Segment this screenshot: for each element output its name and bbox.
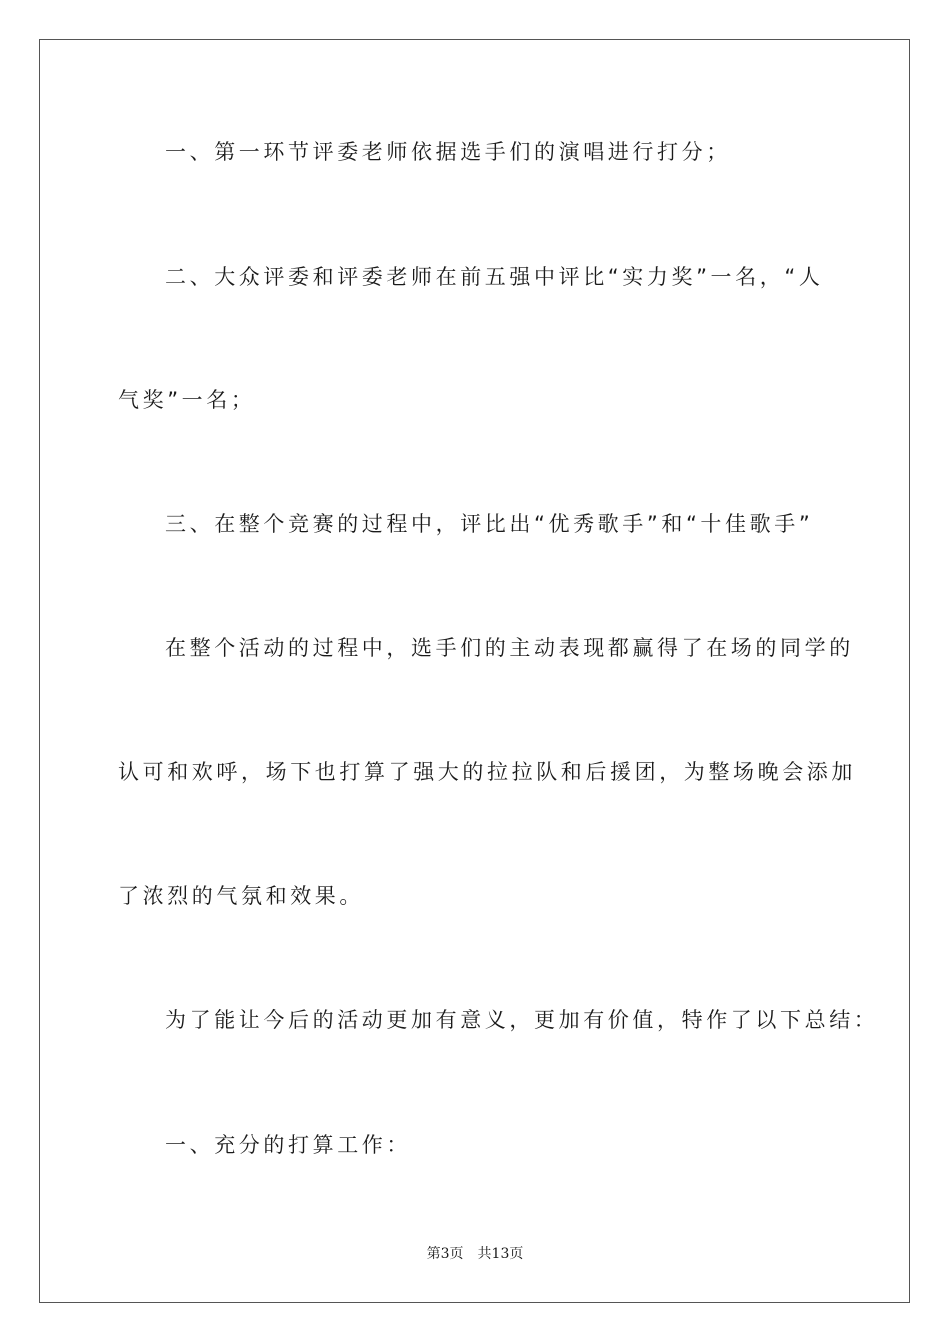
paragraph-line: 在整个活动的过程中，选手们的主动表现都赢得了在场的同学的 bbox=[165, 636, 854, 660]
paragraph-line: 三、在整个竞赛的过程中，评比出“优秀歌手”和“十佳歌手” bbox=[165, 512, 814, 536]
page-footer bbox=[0, 1244, 950, 1264]
paragraph-line: 为了能让今后的活动更加有意义，更加有价值，特作了以下总结： bbox=[165, 1008, 879, 1032]
page-number: 第3页 bbox=[426, 1246, 464, 1262]
paragraph-line: 认可和欢呼，场下也打算了强大的拉拉队和后援团，为整场晚会添加 bbox=[118, 760, 856, 784]
paragraph-line: 一、充分的打算工作： bbox=[165, 1133, 411, 1157]
paragraph-line: 二、大众评委和评委老师在前五强中评比“实力奖”一名，“人 bbox=[165, 265, 824, 289]
paragraph-line: 一、第一环节评委老师依据选手们的演唱进行打分； bbox=[165, 140, 731, 164]
paragraph-line: 气奖”一名； bbox=[118, 388, 256, 412]
page-border bbox=[39, 39, 910, 1303]
paragraph-line: 了浓烈的气氛和效果。 bbox=[118, 884, 364, 908]
page-total: 共13页 bbox=[477, 1246, 524, 1262]
